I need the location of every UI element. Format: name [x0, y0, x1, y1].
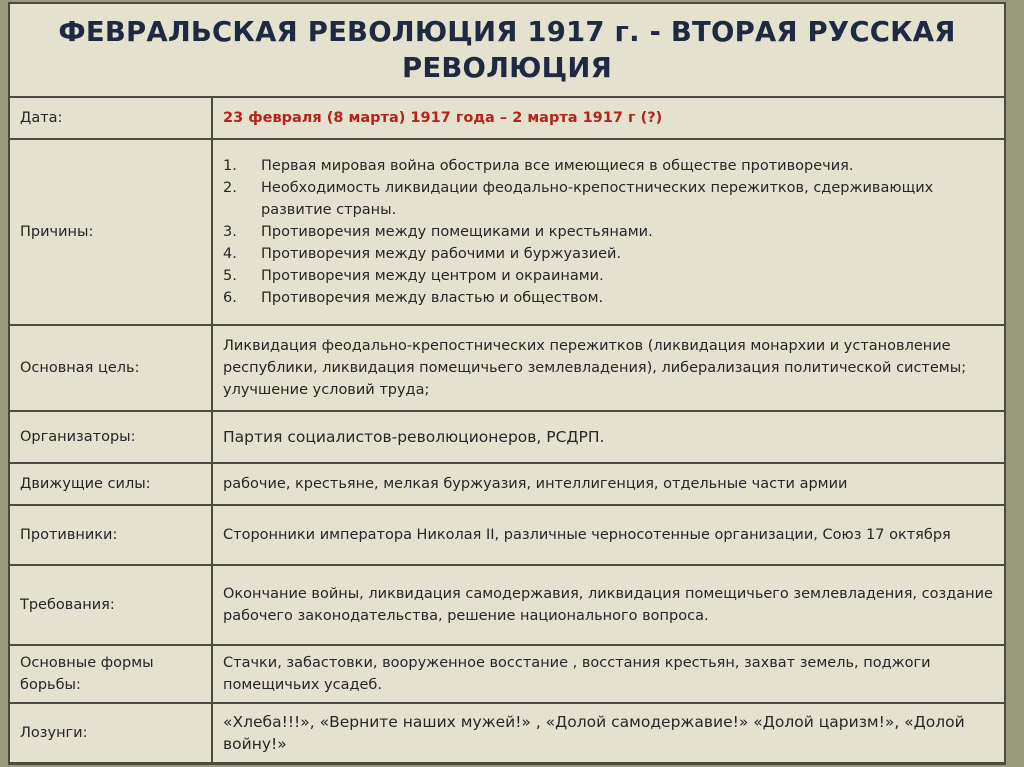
row-date — [9, 97, 1005, 139]
row-goal — [9, 325, 1005, 411]
causes-label: Причины: — [9, 139, 212, 325]
forces-label: Движущие силы: — [9, 463, 212, 505]
slogans-value: «Хлеба!!!», «Верните наших мужей!» , «Долой самодержавие!» «Долой царизм!», «Долой войну!» — [212, 703, 1005, 763]
goal-label: Основная цель: — [9, 325, 212, 411]
row-forces — [9, 463, 1005, 505]
causes-list — [223, 155, 994, 309]
goal-value: Ликвидация феодально-крепостнических пережитков (ликвидация монархии и установление республики, ликвидация помещичьего землевладения), либерализация политической системы; улучшение условий труда; — [212, 325, 1005, 411]
causes-list-cell — [212, 139, 1005, 325]
list-item: 2. Необходимость ликвидации феодально-крепостнических пережитков, сдерживающих развитие страны. — [223, 180, 934, 218]
demands-value: Окончание войны, ликвидация самодержавия, ликвидация помещичьего землевладения, создание рабочего законодательства, решение национального вопроса. — [212, 565, 1005, 645]
page-title — [10, 4, 1004, 96]
opponents-label: Противники: — [9, 505, 212, 565]
date-label: Дата: — [9, 97, 212, 139]
demands-label: Требования: — [9, 565, 212, 645]
organizers-label: Организаторы: — [9, 411, 212, 463]
list-item: 5. Противоречия между центром и окраинами. — [223, 268, 604, 284]
row-demands — [9, 565, 1005, 645]
row-slogans — [9, 703, 1005, 763]
opponents-value: Сторонники императора Николая II, различные черносотенные организации, Союз 17 октября — [212, 505, 1005, 565]
row-organizers — [9, 411, 1005, 463]
forces-value: рабочие, крестьяне, мелкая буржуазия, интеллигенция, отдельные части армии — [212, 463, 1005, 505]
list-item: 4. Противоречия между рабочими и буржуазией. — [223, 246, 622, 262]
title-line-2: РЕВОЛЮЦИЯ — [402, 52, 612, 84]
revolution-table — [8, 96, 1006, 764]
organizers-value: Партия социалистов-революционеров, РСДРП. — [212, 411, 1005, 463]
slide — [8, 2, 1006, 765]
row-opponents — [9, 505, 1005, 565]
slogans-label: Лозунги: — [9, 703, 212, 763]
title-line-1: ФЕВРАЛЬСКАЯ РЕВОЛЮЦИЯ 1917 г. - ВТОРАЯ РУССКАЯ — [58, 16, 956, 48]
list-item: 3. Противоречия между помещиками и крестьянами. — [223, 224, 653, 240]
forms-value: Стачки, забастовки, вооруженное восстание , восстания крестьян, захват земель, поджоги помещичьих усадеб. — [212, 645, 1005, 703]
forms-label: Основные формы борьбы: — [9, 645, 212, 703]
list-item: 1. Первая мировая война обострила все имеющиеся в обществе противоречия. — [223, 158, 854, 174]
row-causes — [9, 139, 1005, 325]
row-forms — [9, 645, 1005, 703]
date-value: 23 февраля (8 марта) 1917 года – 2 марта 1917 г (?) — [212, 97, 1005, 139]
list-item: 6. Противоречия между властью и обществом. — [223, 290, 604, 306]
